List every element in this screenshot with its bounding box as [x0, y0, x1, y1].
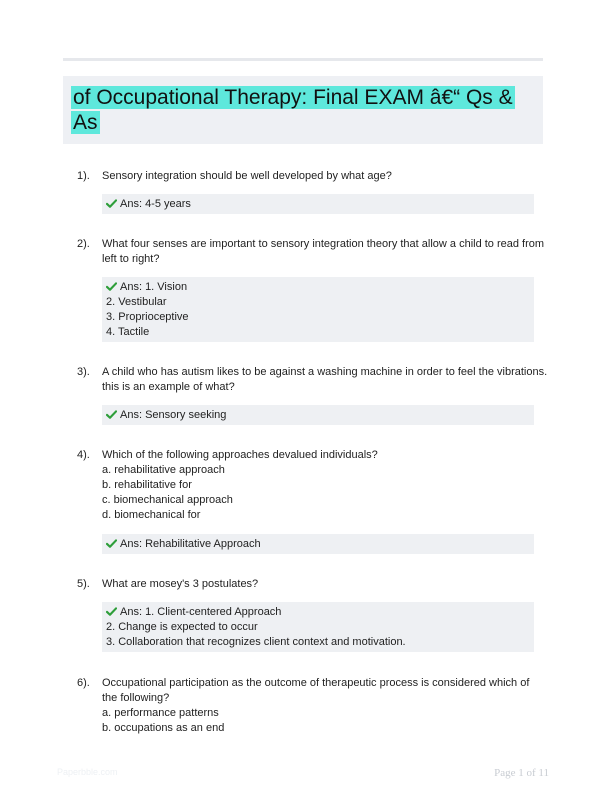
- question-line: Which of the following approaches devalued individuals?: [102, 449, 378, 461]
- question-text: [102, 577, 542, 592]
- answer-line: Ans: 1. Client-centered Approach: [106, 605, 534, 620]
- question-number: 6).: [77, 677, 90, 689]
- answer-box-5: [102, 602, 534, 652]
- top-divider: [63, 58, 543, 61]
- question-line: What four senses are important to sensory integration theory that allow a child to read from: [102, 238, 545, 250]
- question-line: Occupational participation as the outcome of therapeutic process is considered which of: [102, 677, 530, 689]
- question-line: What are mosey's 3 postulates?: [102, 578, 259, 590]
- answer-line: 3. Proprioceptive: [106, 311, 189, 323]
- question-number: 3).: [77, 366, 90, 378]
- question-text: [102, 169, 542, 184]
- answer-line: 4. Tactile: [106, 326, 150, 338]
- question-number: 5).: [77, 578, 90, 590]
- answer-line: Ans: 4-5 years: [106, 197, 534, 212]
- answer-line: Ans: 1. Vision: [106, 280, 534, 295]
- question-line: b. rehabilitative for: [102, 479, 192, 491]
- question-line: d. biomechanical for: [102, 509, 201, 521]
- question-line: a. performance patterns: [102, 707, 219, 719]
- question-line: Sensory integration should be well developed by what age?: [102, 170, 392, 182]
- question-number: 2).: [77, 238, 90, 250]
- check-icon: [106, 410, 117, 419]
- question-line: b. occupations as an end: [102, 722, 225, 734]
- question-line: c. biomechanical approach: [102, 494, 233, 506]
- question-number: 1).: [77, 170, 90, 182]
- page-title-text: of Occupational Therapy: Final EXAM â€“ Qs & As: [73, 86, 513, 134]
- check-icon: [106, 199, 117, 208]
- question-text: [102, 237, 545, 267]
- check-icon: [106, 539, 117, 548]
- answer-box-1: [102, 194, 534, 214]
- answer-line: 2. Change is expected to occur: [106, 621, 258, 633]
- question-line: A child who has autism likes to be against a washing machine in order to feel the vibrations.: [102, 366, 548, 378]
- question-text: [102, 365, 548, 395]
- answer-box-3: [102, 405, 534, 425]
- answer-line: Ans: Sensory seeking: [106, 408, 534, 423]
- answer-line: 3. Collaboration that recognizes client context and motivation.: [106, 636, 406, 648]
- page-number: Page 1 of 11: [494, 767, 549, 779]
- question-text: [102, 676, 542, 736]
- footer-watermark: Paperbble.com: [57, 767, 118, 777]
- page-title: [71, 85, 531, 135]
- check-icon: [106, 282, 117, 291]
- question-number: 4).: [77, 449, 90, 461]
- answer-line: Ans: Rehabilitative Approach: [106, 537, 534, 552]
- question-text: [102, 448, 542, 523]
- question-line: the following?: [102, 692, 170, 704]
- title-banner: [63, 76, 543, 144]
- check-icon: [106, 607, 117, 616]
- question-line: this is an example of what?: [102, 381, 235, 393]
- answer-box-4: [102, 534, 534, 554]
- answer-box-2: [102, 277, 534, 342]
- answer-line: 2. Vestibular: [106, 296, 167, 308]
- question-line: left to right?: [102, 253, 160, 265]
- question-line: a. rehabilitative approach: [102, 464, 225, 476]
